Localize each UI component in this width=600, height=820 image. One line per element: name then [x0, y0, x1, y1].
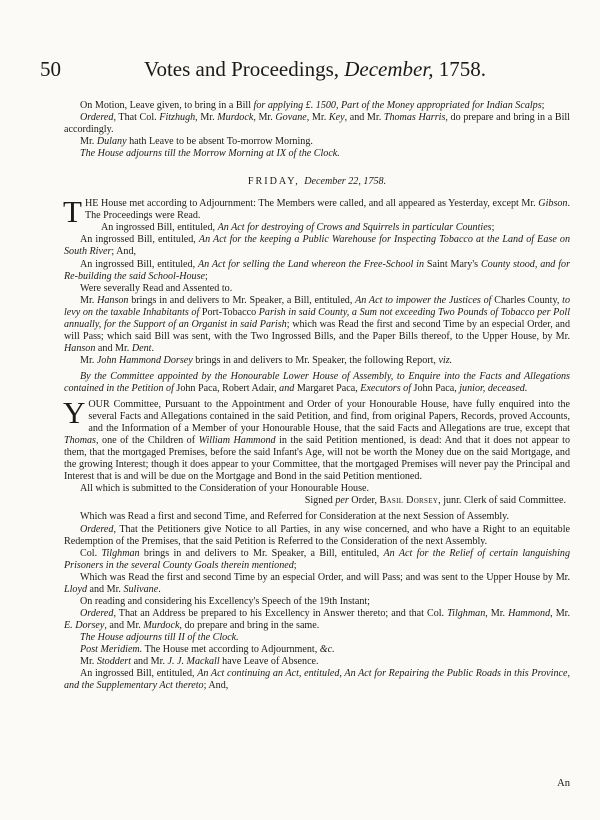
signature-line [64, 495, 566, 507]
text-run: . [158, 583, 161, 595]
text-run: and Mr. [95, 342, 132, 354]
member-name: Murdock [143, 619, 180, 631]
text-run: HE House met according to Adjournment: The Members were called, and all appeared as Yesterday, except Mr. [84, 198, 539, 210]
bill-title: to levy on the taxable Inhabitants of [64, 294, 570, 318]
paragraph-speech: On reading and considering his Excellency's Speech of the 19th Instant; [80, 595, 370, 607]
ordered-label: Ordered [80, 112, 114, 124]
paragraph-sent-upper-house [64, 572, 570, 596]
text-run: Which was Read the first and second Time by an especial Order, and will Pass; and was sent to the Upper House by Mr. [80, 571, 570, 583]
member-name: Govane [275, 112, 307, 124]
bill-title: An Act for the Relief of certain languishing Prisoners in the several County Goals therein mentioned [64, 547, 570, 571]
date-day: FRIDAY, [247, 176, 300, 188]
text-run: in the said Petition mentioned, is dead: And that it does not appear to them, that the mortgaged Premises, before the said Infant's Age, will not be worth the Money due on the said Mortgage, and the growing Interest; though it does appear to your Committee, that the mortgaged Premises will never pay the Principal and Interest that is and will be due on the Mortgage and Bond in the said Petition mentioned. [64, 435, 570, 483]
text-run: viz. [438, 354, 453, 366]
text-run: brings in and delivers to Mr. Speaker, a Bill, entituled, [139, 547, 384, 559]
committee-heading-text: By the Committee appointed by the Honourable Lower House of Assembly, to Enquire into the Facts and Allegations contained in the Petition of [64, 370, 570, 394]
bill-title: An Act for selling the Land whereon the Free-School in [197, 258, 425, 270]
text-run: , Mr. [253, 112, 276, 124]
paragraph-adjourn-morrow: The House adjourns till the Morrow Morning at IX of the Clock. [80, 148, 340, 160]
running-header [40, 54, 570, 84]
text-run: junior, deceased. [459, 382, 528, 394]
member-name: John Hammond Dorsey [96, 354, 193, 366]
text-run: per [335, 495, 349, 507]
member-name: Tilghman [447, 607, 486, 619]
text-run: , do prepare and bring in the same. [179, 619, 320, 631]
member-name: Hanson [64, 342, 96, 354]
text-run: , junr. Clerk of said Committee. [438, 495, 566, 507]
bill-title: Parish in said County, a Sum not exceeding Two Pounds of Tobacco per Poll annually, for the Support of an Organist in said Parish [64, 306, 570, 330]
person-names: John Paca, Robert Adair, [173, 382, 280, 394]
paragraph-referred: Which was Read a first and second Time, and Referred for Consideration at the next Session of Assembly. [80, 511, 510, 523]
text-run: , one of the Children of [95, 435, 199, 447]
member-name: Key [328, 112, 345, 124]
text-run: brings in and delivers to Mr. Speaker, a Bill, entituled, [128, 294, 356, 306]
bill-title: for applying £. 1500, Part of the Money appropriated for Indian Scalps [253, 100, 542, 111]
member-name: Sulivane [123, 583, 159, 595]
paragraph-motion-leave [64, 100, 570, 112]
paragraph-assented: Were severally Read and Assented to. [80, 282, 233, 294]
member-name: E. Dorsey [64, 619, 105, 631]
paragraph-dorsey-report [64, 355, 570, 367]
text-run: ; And, [203, 680, 229, 692]
text-run: , That an Address be prepared to his Excellency in Answer thereto; and that Col. [113, 607, 448, 619]
text-run: Signed [304, 495, 336, 507]
bill-title: County stood, and for Re-building the said School-House [64, 258, 570, 282]
paragraph-post-meridiem [64, 644, 570, 656]
signatory-name: Basil Dorsey [379, 495, 439, 507]
bill-title: An Act continuing an Act, entituled, An Act for Repairing the Public Roads in this Province, and the Supplementary Act thereto [64, 668, 570, 692]
text-run: On Motion, Leave given, to bring in a Bill [80, 100, 254, 111]
paragraph-tilghman-bill [64, 548, 570, 572]
person-names: Margaret Paca, [294, 382, 361, 394]
paragraph-bill-crows [64, 222, 570, 234]
paragraph-committee-heading [64, 371, 570, 395]
person-name: William Hammond [198, 435, 276, 447]
text-run: ; [541, 100, 545, 111]
paragraph-ordered-notice [64, 524, 570, 548]
text-run: An ingrossed Bill, entituled, [80, 234, 199, 246]
member-name: Fitzhugh [159, 112, 196, 124]
text-run: . [151, 342, 155, 354]
text-run: ; [293, 559, 297, 571]
text-run: An ingrossed Bill, entituled, [100, 222, 218, 234]
member-name: Stoddert [96, 656, 132, 668]
text-run: ; [491, 222, 495, 234]
header-title-prefix: Votes and Proceedings, [144, 57, 339, 81]
paragraph-bill-free-school [64, 259, 570, 283]
place-name: Charles County, [491, 294, 563, 306]
text-run: , Mr. [306, 112, 329, 124]
member-name: Dulany [96, 136, 127, 148]
text-run: Order, [348, 495, 380, 507]
paragraph-bill-roads [64, 668, 570, 692]
drop-cap: Y [63, 395, 86, 431]
paragraph-ordered-address [64, 608, 570, 632]
text-run: have Leave of Absence. [219, 656, 319, 668]
text-run: &c. [319, 643, 335, 655]
page-number: 50 [40, 57, 61, 81]
text-run: Post Meridiem. [80, 643, 143, 655]
person-name: Thomas [64, 435, 96, 447]
paragraph-adjourn-two: The House adjourns till II of the Clock. [80, 631, 239, 643]
ordered-label: Ordered [80, 523, 114, 535]
member-name: Hanson [97, 294, 129, 306]
text-run: Mr. [80, 294, 98, 306]
drop-cap: T [63, 194, 82, 230]
text-run: , Mr. [550, 607, 570, 619]
text-run: , do prepare and bring in a Bill accordingly. [64, 112, 570, 136]
text-run: Mr. [80, 136, 97, 148]
text-run: . The Proceedings were Read. [84, 198, 570, 222]
member-name: Hammond [508, 607, 551, 619]
text-run: , That Col. [113, 112, 160, 124]
paragraph-ordered-fitzhugh [64, 112, 570, 136]
paragraph-committee-report [63, 395, 570, 483]
text-run: ; [205, 270, 208, 282]
text-run: Mr. [80, 656, 97, 668]
member-name: Tilghman [101, 547, 140, 559]
text-run: OUR Committee, Pursuant to the Appointment and Order of your Honourable House, have fully enquired into the several Facts and Allegations contained in the said Petition, and find, from original Papers, Records, proved Accounts, and the Information of a Member of your Honourable House, that the said Facts and Allegations are true, except that [88, 399, 570, 435]
text-run: , Mr. [485, 607, 509, 619]
member-name: Thomas Harris [383, 112, 446, 124]
member-name: Lloyd [64, 583, 87, 595]
text-column [64, 100, 570, 692]
bill-title: An Act for destroying of Crows and Squirrels in particular Counties [217, 222, 492, 234]
text-run: brings in and delivers to Mr. Speaker, the following Report, [192, 354, 439, 366]
text-run: , and Mr. [104, 619, 144, 631]
ordered-label: Ordered [80, 607, 114, 619]
bill-title: An Act for the keeping a Public Warehouse for Inspecting Tobacco at the Land of Ease on South River [64, 234, 570, 258]
person-names: John Paca, [411, 382, 460, 394]
paragraph-hanson-bill [64, 295, 570, 355]
text-run: and Mr. [131, 656, 168, 668]
header-title-month: December, [344, 57, 434, 81]
text-run: , That the Petitioners give Notice to all Parties, in any wise concerned, and who have a Right to an equitable Redemption of the Premises, that the said Petition is Referred to the Consideration of the next Assembly. [64, 523, 570, 547]
place-name: Saint Mary's [424, 258, 481, 270]
member-name: J. J. Mackall [167, 656, 220, 668]
text-run: An ingrossed Bill, entituled, [80, 258, 198, 270]
text-run: Executors of [360, 382, 412, 394]
text-run: An ingrossed Bill, entituled, [80, 668, 198, 680]
text-run: and [279, 382, 295, 394]
member-name: Gibson [538, 198, 568, 210]
catchword: An [557, 778, 570, 789]
bill-title: An Act to impower the Justices of [355, 294, 492, 306]
date-heading [64, 176, 570, 188]
place-name: Port-Tobacco [199, 306, 259, 318]
text-run: , and Mr. [344, 112, 384, 124]
header-title [144, 54, 486, 84]
paragraph-submitted: All which is submitted to the Consideration of your Honourable House. [80, 483, 370, 495]
text-run: Mr. [80, 354, 97, 366]
text-run: ; And, [111, 246, 137, 258]
member-name: Murdock [217, 112, 254, 124]
text-run: The House met according to Adjournment, [142, 643, 320, 655]
text-run: and Mr. [87, 583, 124, 595]
text-run: Col. [80, 547, 102, 559]
member-name: Dent [131, 342, 152, 354]
date-text: December 22, 1758. [304, 176, 387, 188]
paragraph-leave-absence [64, 656, 570, 668]
text-run: hath Leave to be absent To-morrow Morning. [126, 136, 313, 148]
text-run: ; which was Read the first and second Time by an especial Order, and will Pass; which said Bill was sent, with the Two Ingrossed Bills, and the Paper Bills thereof, to the Upper House, by Mr. [64, 318, 571, 342]
paragraph-bill-warehouse [64, 234, 570, 258]
paragraph-dulany-leave [64, 136, 570, 148]
text-run: , Mr. [195, 112, 218, 124]
header-title-year: 1758. [438, 57, 486, 81]
